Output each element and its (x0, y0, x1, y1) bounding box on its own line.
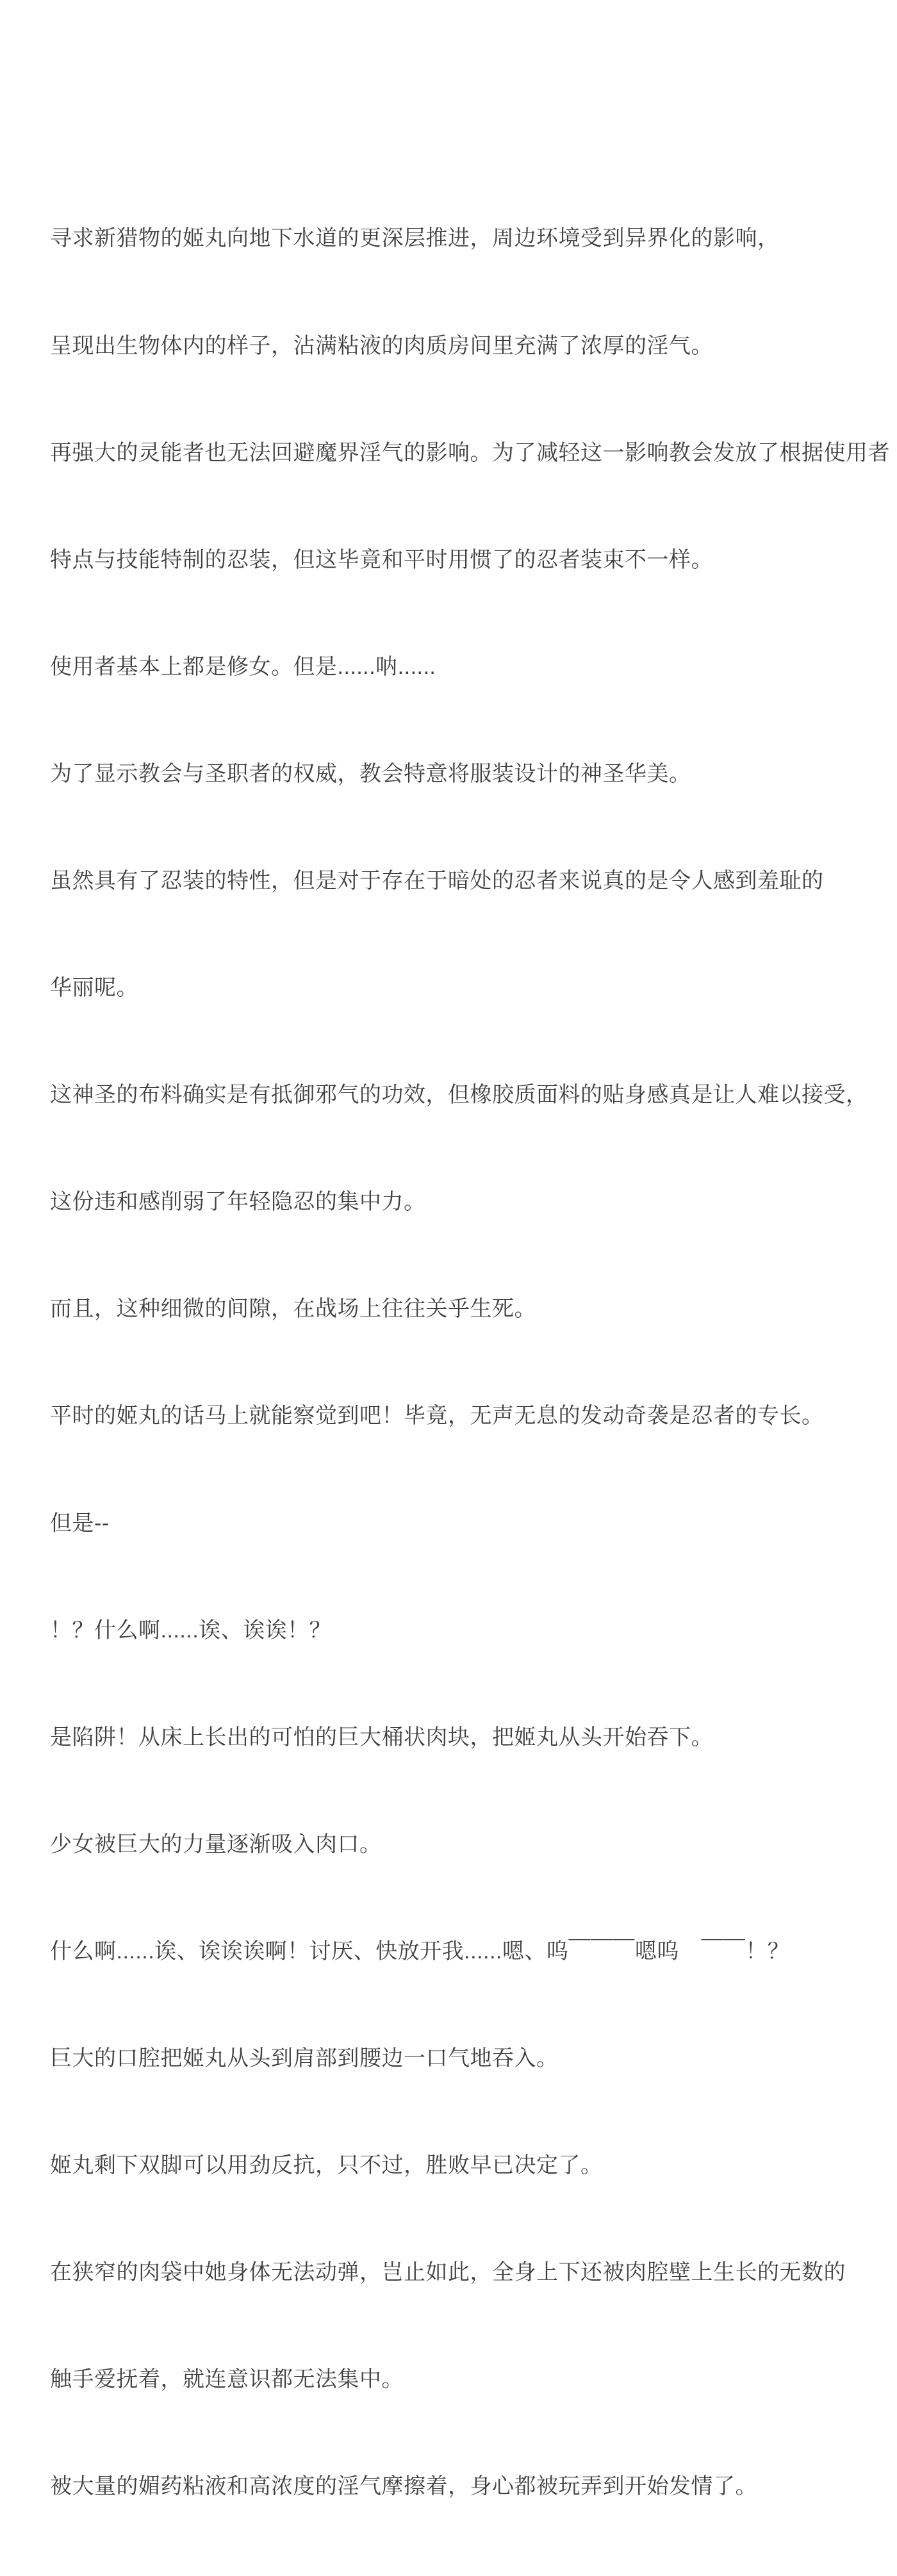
text-line: 华丽呢。 (50, 976, 138, 1001)
text-line: 再强大的灵能者也无法回避魔界淫气的影响。为了减轻这一影响教会发放了根据使用者 (50, 440, 890, 465)
text-line: 触手爱抚着，就连意识都无法集中。 (50, 2367, 404, 2392)
text-line: 虽然具有了忍装的特性，但是对于存在于暗处的忍者来说真的是令人感到羞耻的 (50, 868, 824, 893)
text-line: 在狭窄的肉袋中她身体无法动弹，岂止如此，全身上下还被肉腔壁上生长的无数的 (50, 2260, 846, 2285)
text-line: 这份违和感削弱了年轻隐忍的集中力。 (50, 1190, 426, 1215)
text-line: 但是-- (50, 1511, 110, 1536)
text-block (50, 150, 889, 2576)
text-line: 这神圣的布料确实是有抵御邪气的功效，但橡胶质面料的贴身感真是让人难以接受， (50, 1083, 868, 1108)
text-line: 平时的姬丸的话马上就能察觉到吧！毕竟，无声无息的发动奇袭是忍者的专长。 (50, 1404, 824, 1429)
text-line: 寻求新猎物的姬丸向地下水道的更深层推进，周边环境受到异界化的影响， (50, 226, 780, 251)
text-line: 被大量的媚药粘液和高浓度的淫气摩擦着，身心都被玩弄到开始发情了。 (50, 2474, 757, 2499)
text-line: 为了显示教会与圣职者的权威，教会特意将服装设计的神圣华美。 (50, 761, 691, 786)
text-line: 呈现出生物体内的样子，沾满粘液的肉质房间里充满了浓厚的淫气。 (50, 333, 713, 358)
text-line: ！？什么啊......诶、诶诶！？ (50, 1618, 332, 1643)
text-line: 特点与技能特制的忍装，但这毕竟和平时用惯了的忍者装束不一样。 (50, 547, 713, 572)
text-line: 是陷阱！从床上长出的可怕的巨大桶状肉块，把姬丸从头开始吞下。 (50, 1725, 713, 1750)
text-line: 使用者基本上都是修女。但是......呐...... (50, 654, 436, 679)
text-line: 什么啊......诶、诶诶诶啊！讨厌、快放开我......嗯、呜￣￣￣嗯呜 ￣￣！？ (50, 1939, 790, 1964)
text-line: 姬丸剩下双脚可以用劲反抗，只不过，胜败早已决定了。 (50, 2153, 603, 2178)
text-line: 而且，这种细微的间隙，在战场上往往关乎生死。 (50, 1297, 536, 1322)
text-line: 巨大的口腔把姬丸从头到肩部到腰边一口气地吞入。 (50, 2046, 559, 2071)
text-line: 少女被巨大的力量逐渐吸入肉口。 (50, 1832, 382, 1857)
